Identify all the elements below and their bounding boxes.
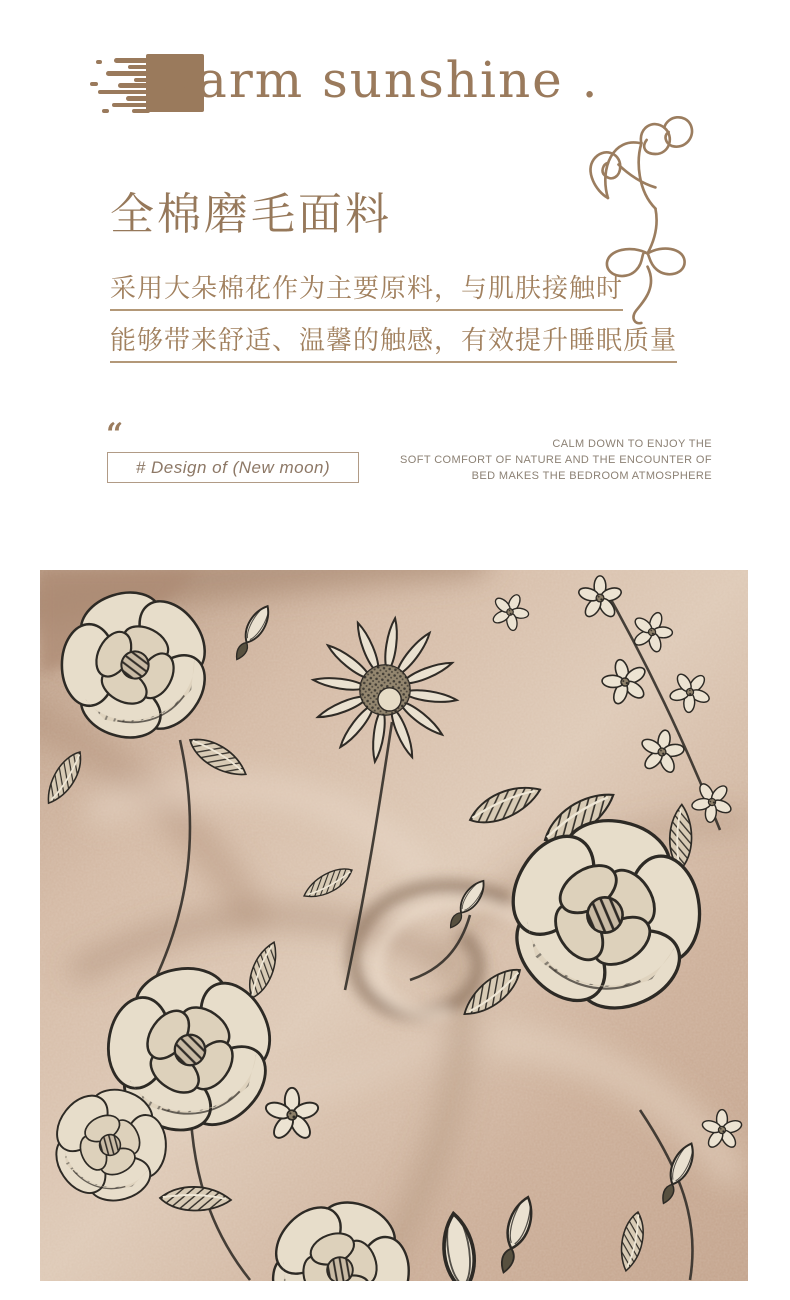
design-label: # Design of (New moon) — [135, 457, 331, 477]
fabric-photo — [40, 570, 748, 1281]
section-title: 全棉磨毛面料 — [110, 190, 392, 239]
design-label-box — [107, 452, 359, 483]
description-line-1: 采用大朵棉花作为主要原料，与肌肤接触时 — [110, 268, 623, 311]
quote-mark-icon: “ — [106, 417, 124, 452]
english-caption — [372, 436, 712, 484]
description-line-2: 能够带来舒适、温馨的触感，有效提升睡眠质量 — [110, 320, 677, 363]
caption-line: SOFT COMFORT OF NATURE AND THE ENCOUNTER OF — [400, 454, 712, 466]
brand-name: Warm sunshine . — [148, 51, 600, 109]
brand-logo — [84, 48, 600, 120]
caption-line: CALM DOWN TO ENJOY THE — [552, 438, 712, 450]
section-description — [110, 268, 677, 372]
caption-line: BED MAKES THE BEDROOM ATMOSPHERE — [471, 470, 712, 482]
